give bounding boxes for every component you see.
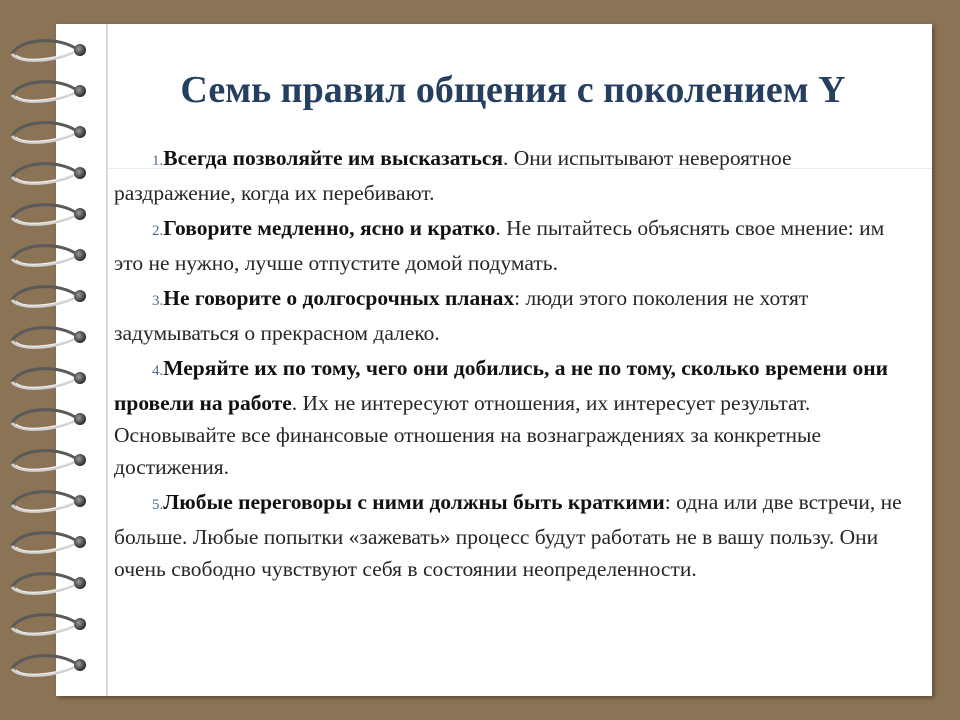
rule-heading: Меряйте их по тому, чего они добились, а не по тому, сколько времени они провели на работе — [114, 356, 888, 415]
spiral-ring-icon — [12, 492, 86, 512]
spiral-ring-icon — [12, 41, 86, 61]
rule-number: 3. — [152, 293, 164, 309]
rule-number: 2. — [152, 223, 164, 239]
spiral-ring-icon — [12, 410, 86, 430]
spiral-ring-icon — [12, 533, 86, 553]
rule-number: 5. — [152, 497, 164, 513]
spiral-ring-icon — [12, 615, 86, 635]
rule-heading: Любые переговоры с ними должны быть краткими — [163, 490, 665, 514]
spiral-ring-icon — [12, 287, 86, 307]
page-title: Семь правил общения с поколением Y — [180, 69, 846, 111]
spiral-ring-icon — [12, 574, 86, 594]
rule-item — [114, 142, 914, 209]
spiral-ring-icon — [12, 451, 86, 471]
spiral-ring-icon — [12, 82, 86, 102]
spiral-ring-icon — [12, 164, 86, 184]
spiral-ring-icon — [12, 205, 86, 225]
rule-number: 1. — [152, 153, 164, 169]
rule-number: 4. — [152, 363, 164, 379]
spiral-ring-icon — [12, 246, 86, 266]
rule-heading: Всегда позволяйте им высказаться — [163, 146, 503, 170]
rule-heading: Говорите медленно, ясно и кратко — [163, 216, 496, 240]
rule-text: : одна или две встречи, не больше. Любые попытки «зажевать» процесс будут работать не в вашу пользу. Они очень свободно чувствуют себя в состоянии неопределенности. — [114, 490, 902, 581]
spiral-ring-icon — [12, 369, 86, 389]
rule-item — [114, 486, 914, 585]
spiral-ring-icon — [12, 123, 86, 143]
spiral-ring-icon — [12, 328, 86, 348]
rule-text: . Не пытайтесь объяснять свое мнение: им это не нужно, лучше отпустите домой подумать. — [114, 216, 885, 275]
rule-text: : люди этого поколения не хотят задумываться о прекрасном далеко. — [114, 286, 809, 345]
rule-item — [114, 282, 914, 349]
rule-item — [114, 352, 914, 483]
rule-text: . Они испытывают невероятное раздражение, когда их перебивают. — [114, 146, 792, 205]
spiral-binding-icon — [0, 0, 110, 720]
rules-list — [114, 142, 914, 588]
rule-item — [114, 212, 914, 279]
rule-text: . Их не интересуют отношения, их интересует результат. Основывайте все финансовые отношения на вознаграждениях за конкретные достижения. — [114, 391, 822, 479]
spiral-ring-icon — [12, 656, 86, 676]
rule-heading: Не говорите о долгосрочных планах — [163, 286, 515, 310]
